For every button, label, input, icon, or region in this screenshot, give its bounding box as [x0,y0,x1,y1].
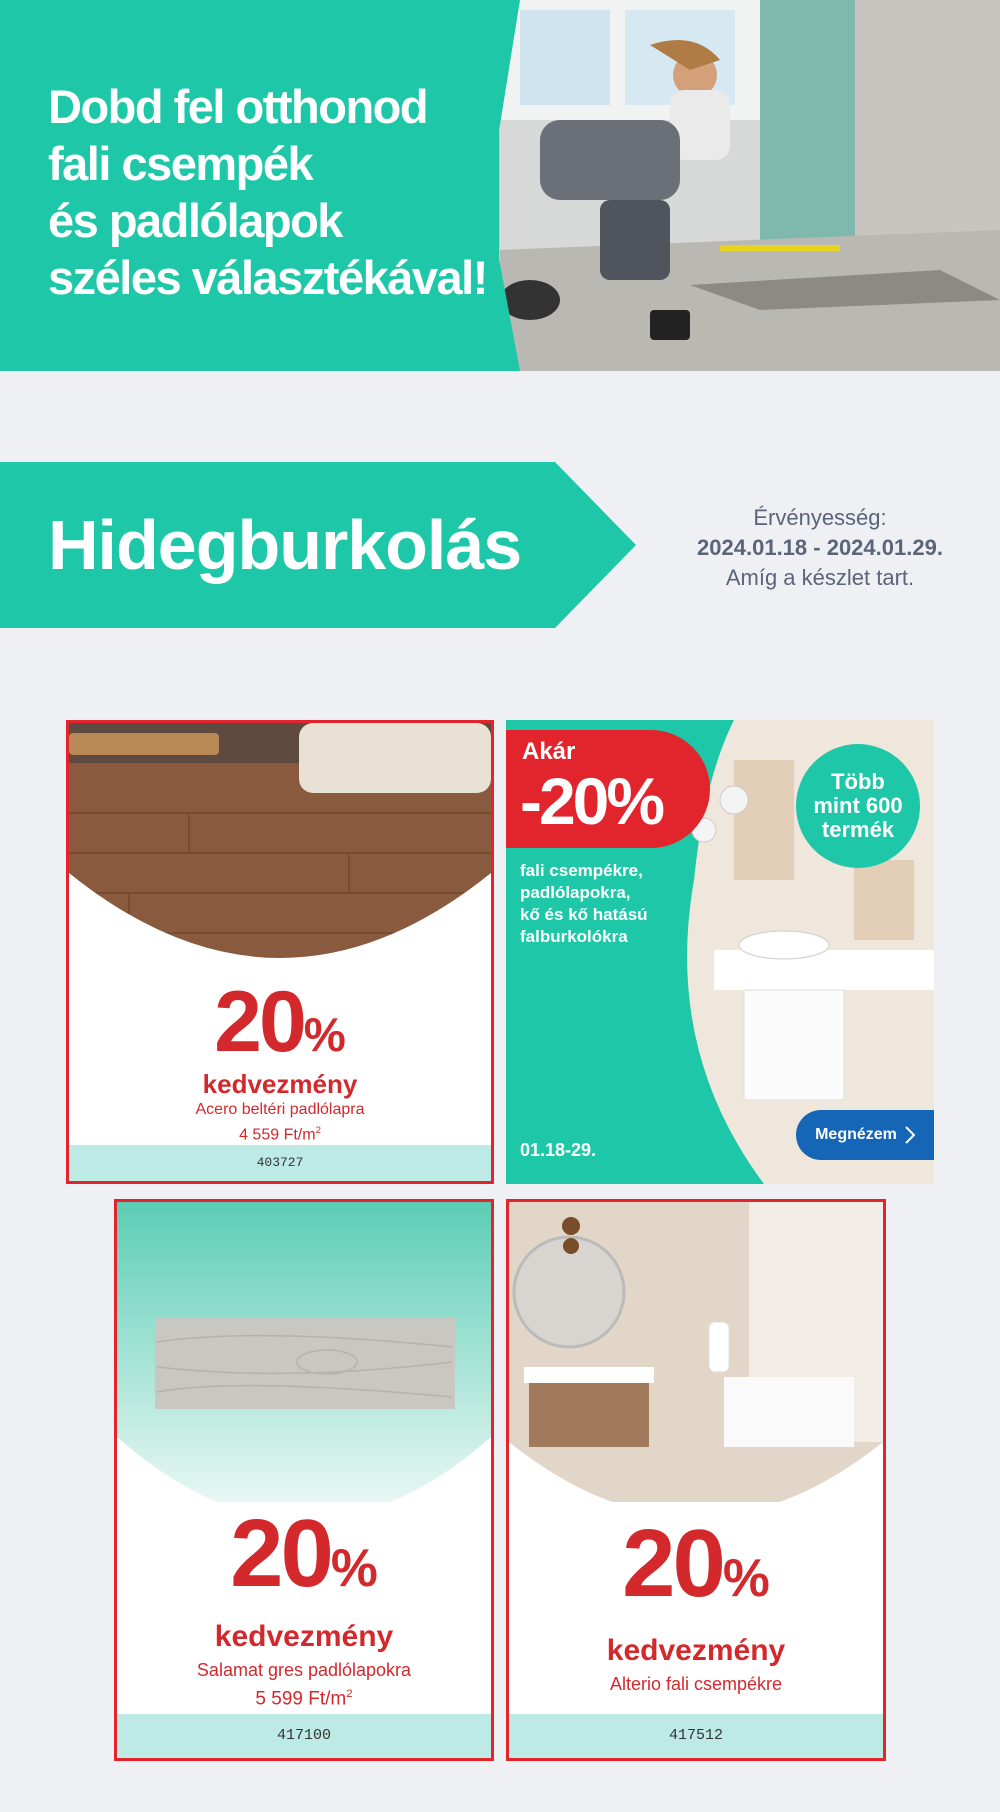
percent-number: 20 [214,974,304,1070]
product-description: Acero beltéri padlólapra [195,1101,365,1118]
hero-title-line: és padlólapok [48,194,342,247]
validity-dates: 2024.01.18 - 2024.01.29. [697,535,943,560]
hero-title-line: fali csempék [48,137,313,190]
hero-banner[interactable] [0,0,1000,371]
discount-label: kedvezmény [214,1620,394,1653]
promo-text-line: falburkolókra [520,927,628,946]
product-card-acero[interactable] [66,720,494,1184]
badge-line: Több [831,769,885,794]
percent-number: 20 [622,1510,723,1617]
salamat-tile-photo [117,1202,491,1502]
acero-floor-photo [69,723,491,977]
promo-date: 01.18-29. [520,1140,597,1160]
view-button-label: Megnézem [815,1126,897,1143]
product-price [69,1125,491,1144]
view-button[interactable] [796,1110,934,1160]
product-description: Salamat gres padlólapokra [196,1660,412,1680]
percent-sign: % [722,1549,770,1608]
discount-percent [117,1502,491,1621]
product-code: 403727 [69,1145,491,1181]
percent-sign: % [303,1009,346,1062]
promo-text-line: kő és kő hatású [520,905,648,924]
discount-label: kedvezmény [606,1634,786,1667]
promo-text [520,860,680,948]
hero-title-line: széles választékával! [48,251,487,304]
discount-percent [69,974,491,1081]
validity-note: Amíg a készlet tart. [725,565,915,590]
product-card-alterio[interactable] [506,1199,886,1761]
discount-percent [509,1512,883,1631]
badge-line: mint 600 [813,793,903,818]
promo-prefix: Akár [522,738,576,765]
validity-info [660,503,980,593]
product-code: 417100 [117,1714,491,1758]
promo-text-line: fali csempékre, [520,861,643,880]
validity-label: Érvényesség: [753,505,887,530]
price-value: 4 559 Ft/m [239,1126,316,1144]
section-title: Hidegburkolás [48,506,522,584]
percent-number: 20 [230,1500,331,1607]
discount-label: kedvezmény [202,1069,358,1099]
alterio-bathroom-photo [509,1202,883,1502]
promo-card[interactable] [506,720,934,1184]
hero-title [48,78,508,306]
product-price [117,1688,491,1710]
promo-count-badge [796,744,920,868]
price-value: 5 599 Ft/m [255,1688,347,1710]
promo-percent: -20% [520,764,663,838]
chevron-right-icon [905,1126,915,1144]
price-unit-sup: 2 [346,1688,353,1700]
section-banner [0,462,636,628]
product-description: Alterio fali csempékre [609,1674,783,1694]
hero-title-line: Dobd fel otthonod [48,80,428,133]
promo-text-line: padlólapokra, [520,883,631,902]
percent-sign: % [330,1539,378,1598]
product-card-salamat[interactable] [114,1199,494,1761]
product-code: 417512 [509,1714,883,1758]
badge-line: termék [821,817,895,842]
price-unit-sup: 2 [315,1125,321,1136]
